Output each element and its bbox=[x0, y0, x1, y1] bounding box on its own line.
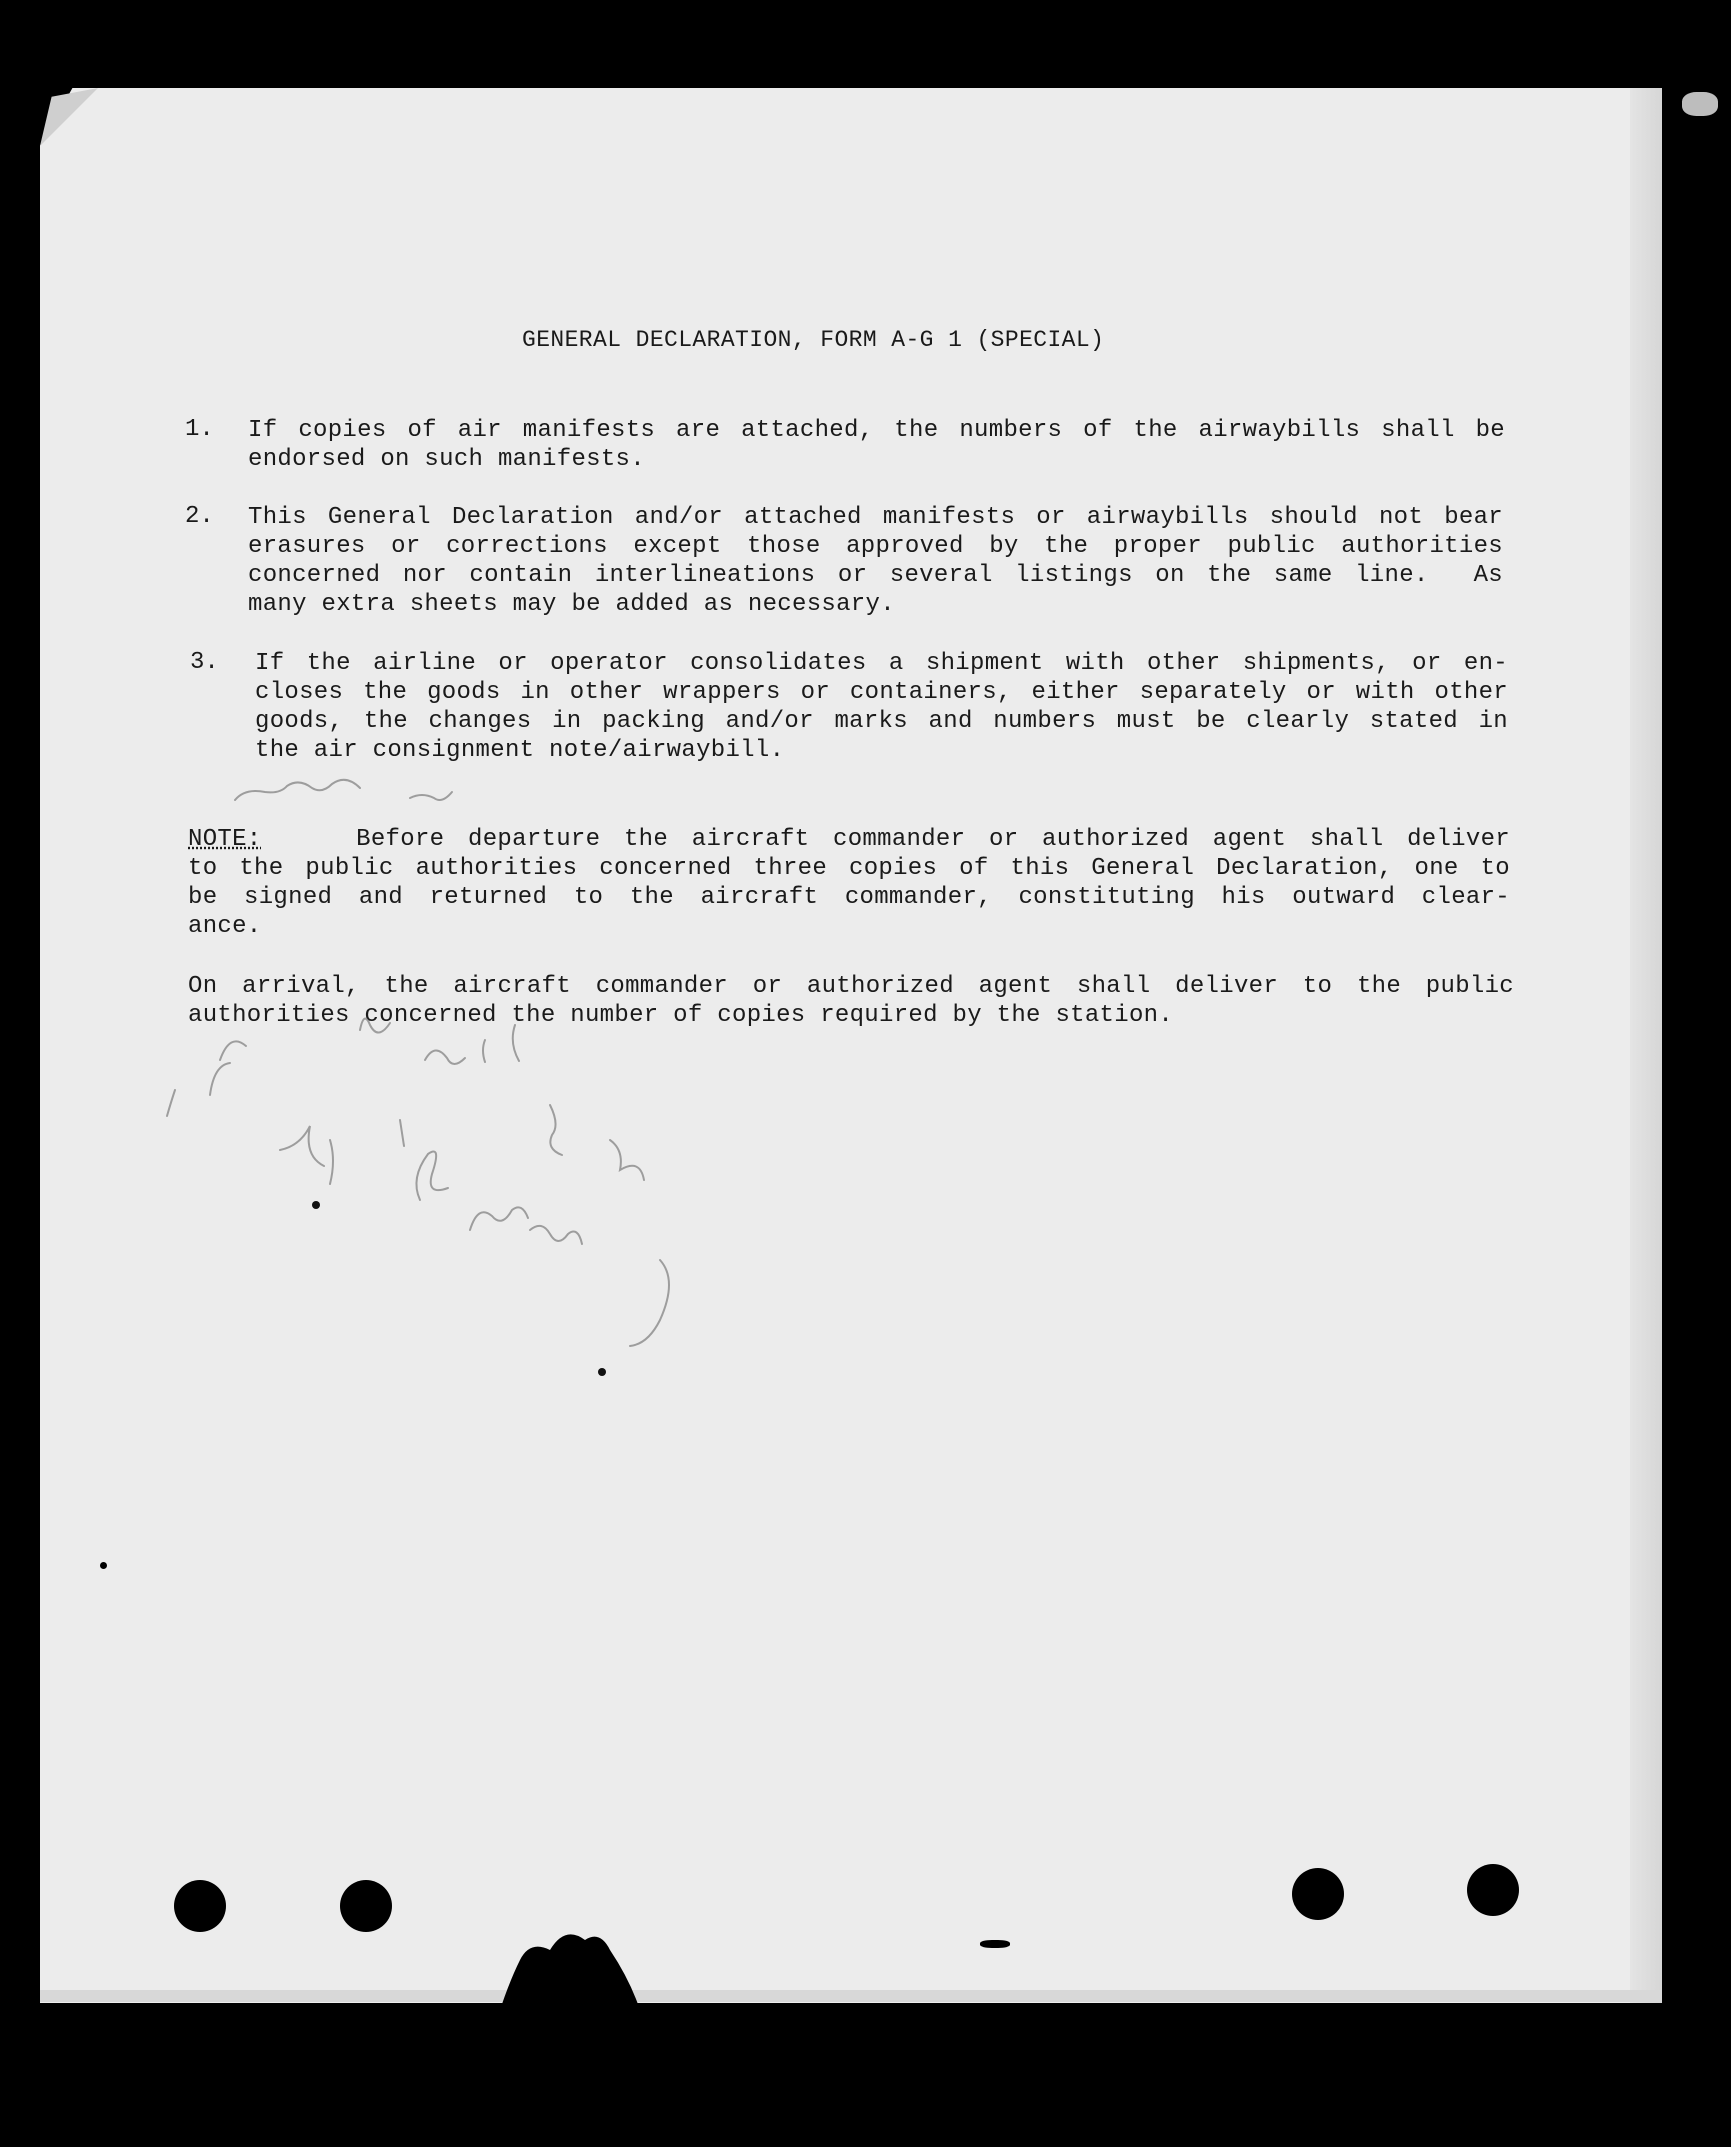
item-2-line: erasures or corrections except those approved by the proper public authorities bbox=[248, 533, 1503, 560]
note-line: ance. bbox=[188, 913, 262, 940]
note-line: to the public authorities concerned three copies of this General Declaration, one to bbox=[188, 855, 1510, 882]
paper-bottom-edge bbox=[40, 1990, 1662, 2002]
item-2-line: many extra sheets may be added as necessary. bbox=[248, 591, 895, 618]
speck bbox=[1682, 92, 1718, 116]
item-1-line: endorsed on such manifests. bbox=[248, 446, 645, 473]
item-3-line: the air consignment note/airwaybill. bbox=[255, 737, 785, 764]
paper-edge bbox=[1630, 88, 1662, 2003]
item-2-line: concerned nor contain interlineations or several listings on the same line. As bbox=[248, 562, 1503, 589]
punch-hole bbox=[1292, 1868, 1344, 1920]
note-line: Before departure the aircraft commander or authorized agent shall deliver bbox=[261, 826, 1510, 853]
item-3-line: closes the goods in other wrappers or containers, either separately or with other bbox=[255, 679, 1508, 706]
pencil-scribble bbox=[140, 760, 760, 1400]
document-title: GENERAL DECLARATION, FORM A-G 1 (SPECIAL) bbox=[522, 327, 1105, 353]
item-3-line: If the airline or operator consolidates a shipment with other shipments, or en- bbox=[255, 650, 1508, 677]
item-1-line: If copies of air manifests are attached, the numbers of the airwaybills shall be bbox=[248, 417, 1505, 444]
speck bbox=[100, 1562, 107, 1569]
item-1-text bbox=[248, 416, 1505, 474]
item-3-text bbox=[255, 649, 1508, 765]
item-2-number: 2. bbox=[185, 503, 214, 530]
punch-hole bbox=[1467, 1864, 1519, 1916]
punch-hole bbox=[174, 1880, 226, 1932]
punch-hole bbox=[340, 1880, 392, 1932]
speck bbox=[980, 1940, 1010, 1948]
note-line: be signed and returned to the aircraft commander, constituting his outward clear- bbox=[188, 884, 1510, 911]
arrival-line: On arrival, the aircraft commander or authorized agent shall deliver to the public bbox=[188, 973, 1514, 1000]
torn-edge bbox=[490, 1920, 690, 2010]
note-label: NOTE: bbox=[188, 826, 262, 853]
arrival-line: authorities concerned the number of copies required by the station. bbox=[188, 1002, 1174, 1029]
item-2-line: This General Declaration and/or attached manifests or airwaybills should not bear bbox=[248, 504, 1503, 531]
item-3-line: goods, the changes in packing and/or marks and numbers must be clearly stated in bbox=[255, 708, 1508, 735]
item-2-text bbox=[248, 503, 1503, 619]
item-1-number: 1. bbox=[185, 416, 214, 443]
item-3-number: 3. bbox=[190, 649, 219, 676]
